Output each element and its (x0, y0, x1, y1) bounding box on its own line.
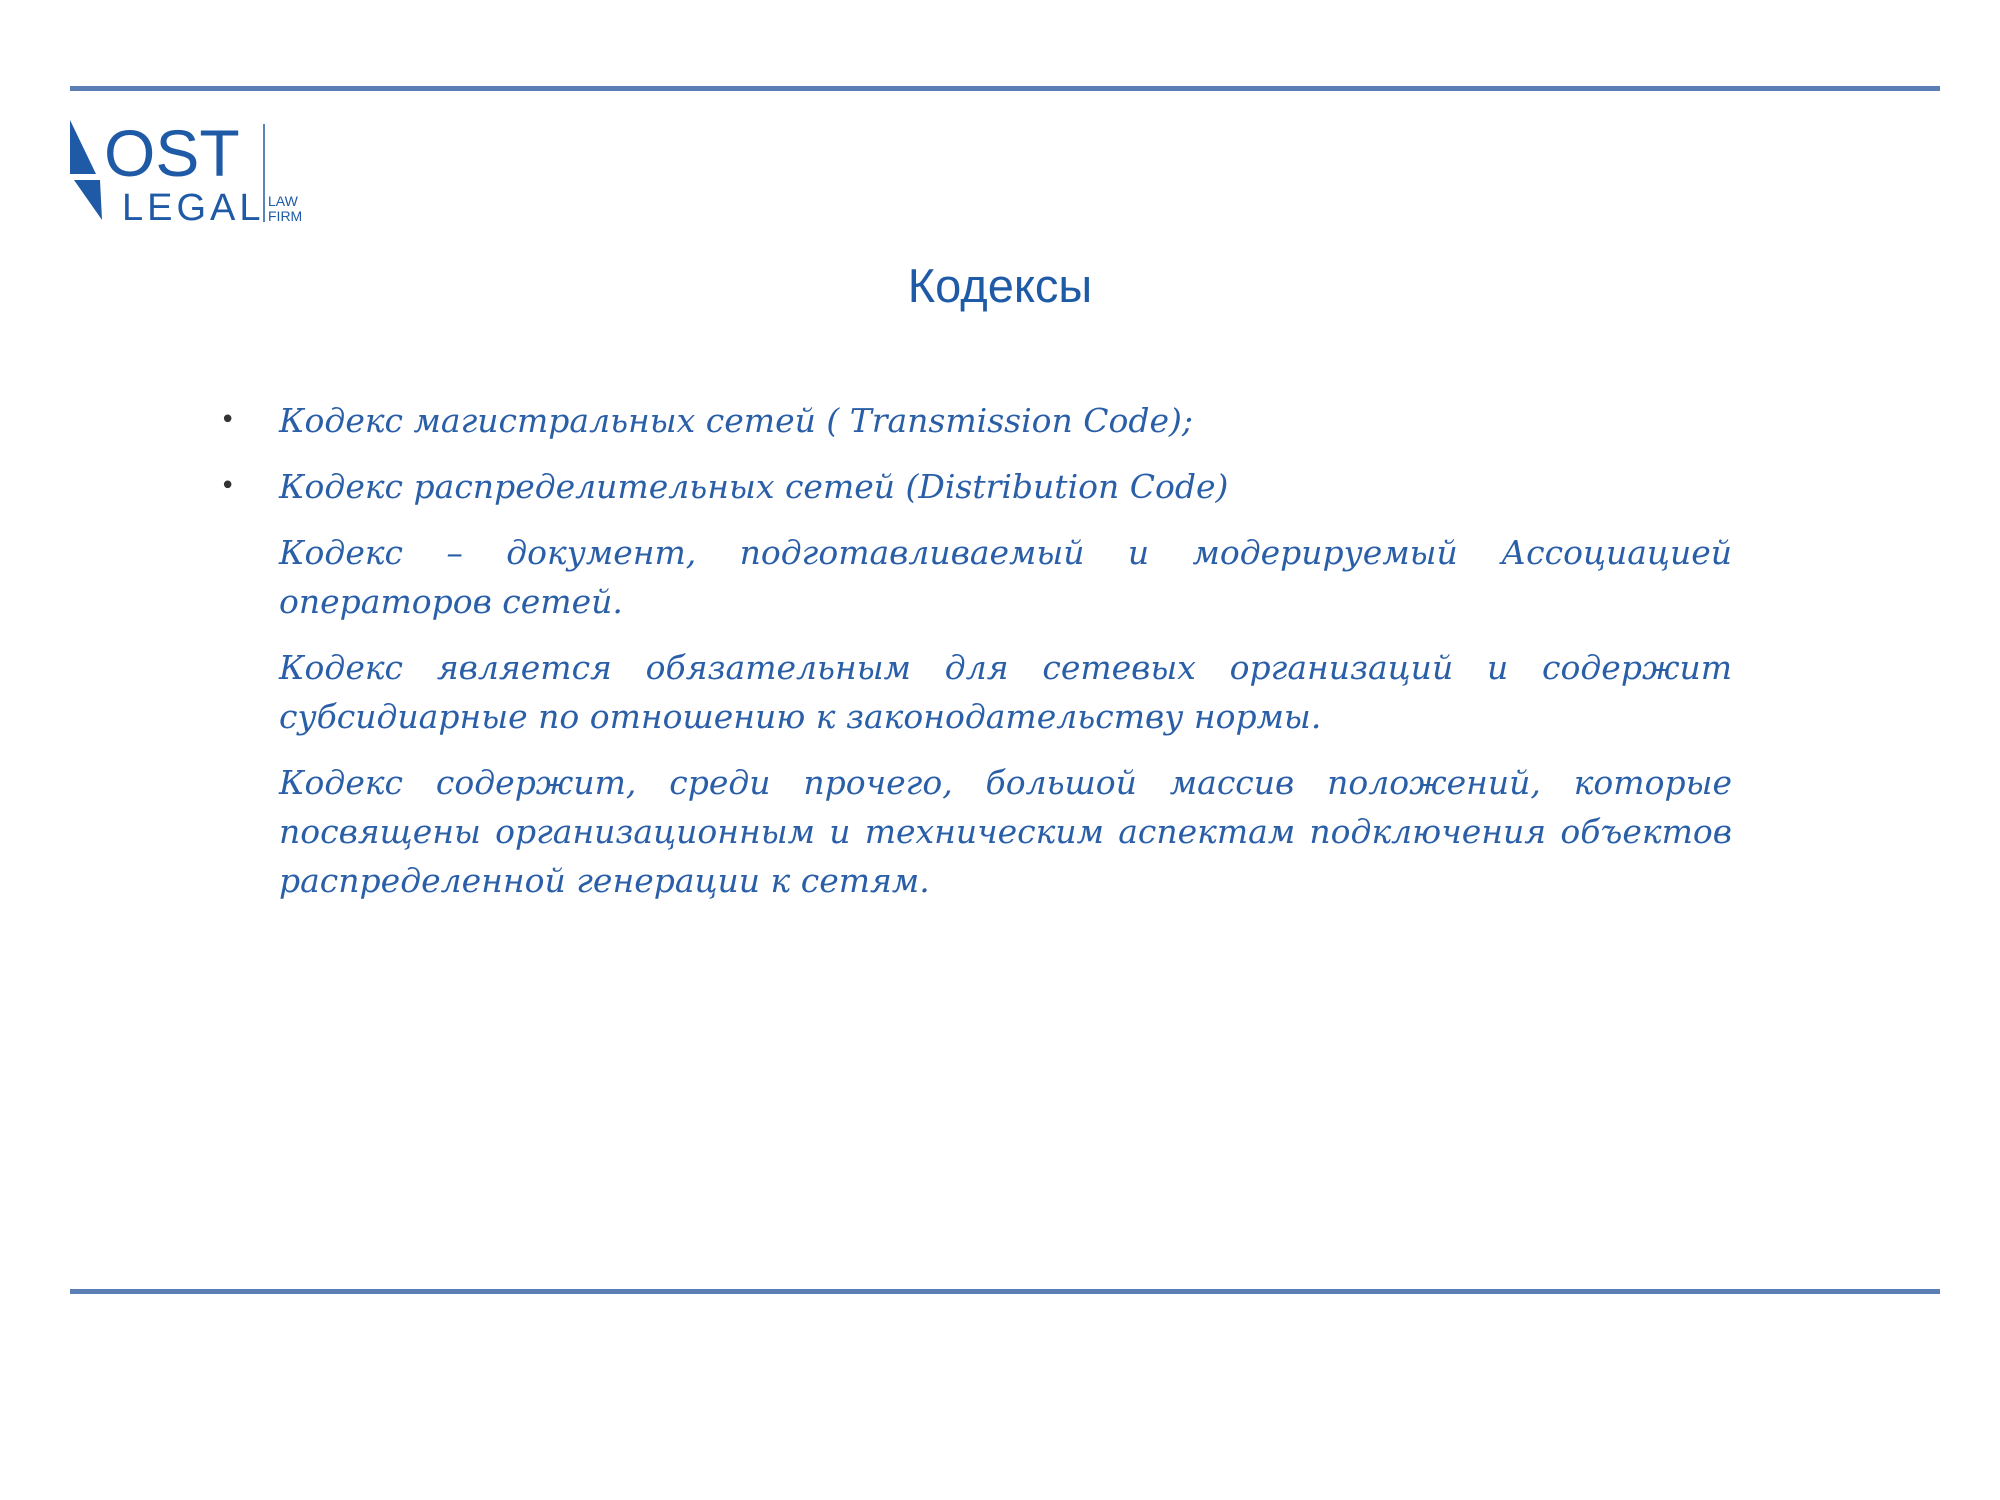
paragraph: Кодекс содержит, среди прочего, большой массив положений, которые посвящены организационным и техническим аспектам подключения объектов распределенной генерации к сетям. (279, 763, 1732, 900)
logo-law-text: LAW (268, 193, 298, 209)
bullet-text: Кодекс магистральных сетей ( Transmission Code); (279, 401, 1193, 440)
slide-title: Кодексы (907, 259, 1093, 312)
logo-ost-text: OST (104, 118, 240, 190)
ost-legal-logo (66, 118, 326, 228)
bullet-icon: • (220, 471, 236, 501)
bullet-text: Кодекс распределительных сетей (Distribution Code) (279, 467, 1229, 506)
logo-firm-text: FIRM (268, 208, 303, 224)
bullet-item (212, 462, 1732, 511)
bullet-icon: • (220, 405, 236, 435)
bottom-rule (70, 1289, 1940, 1294)
top-rule (70, 86, 1940, 91)
paragraph: Кодекс является обязательным для сетевых организаций и содержит субсидиарные по отношению к законодательству нормы. (279, 648, 1732, 736)
paragraph: Кодекс – документ, подготавливаемый и модерируемый Ассоциацией операторов сетей. (279, 533, 1732, 621)
slide-content (212, 396, 1732, 922)
logo-legal-text: LEGAL (122, 187, 265, 228)
bullet-item (212, 396, 1732, 445)
